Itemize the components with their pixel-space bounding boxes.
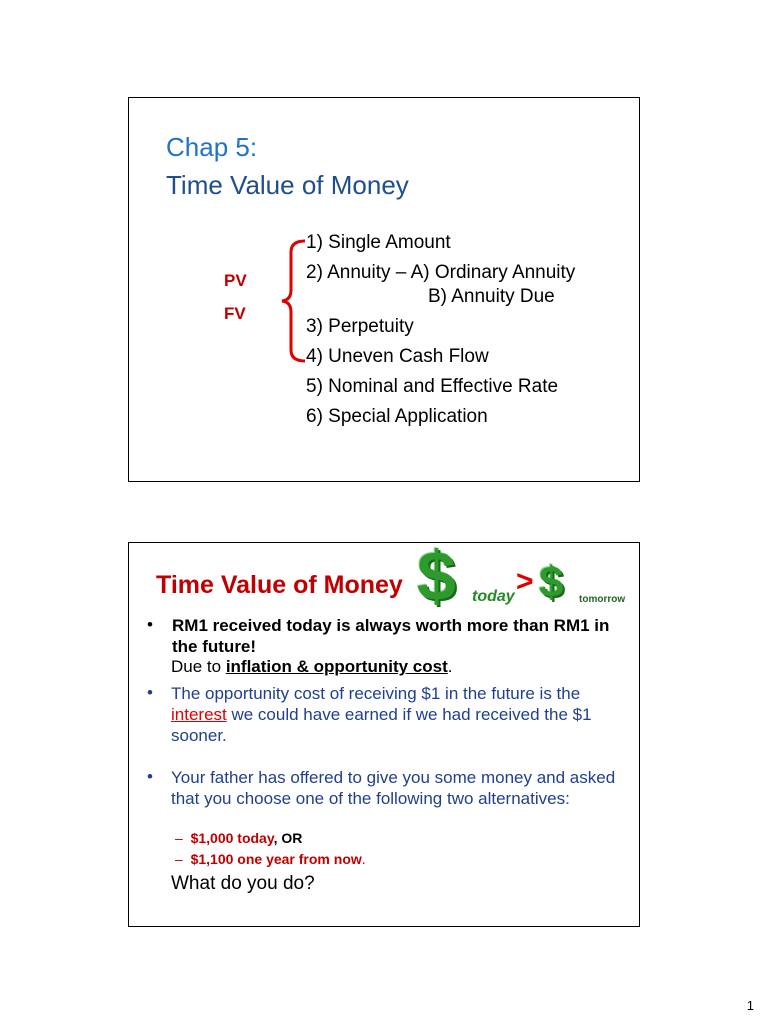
slide-2-title: Time Value of Money bbox=[156, 571, 403, 599]
bullet-icon: • bbox=[147, 683, 153, 702]
question-text: What do you do? bbox=[171, 873, 315, 894]
greater-than-sign: > bbox=[516, 565, 534, 598]
topic-item: 2) Annuity – A) Ordinary Annuity bbox=[306, 262, 576, 283]
opp-text-b: we could have earned if we had received the $1 sooner. bbox=[171, 705, 592, 745]
bullet-icon: • bbox=[147, 615, 153, 634]
opp-text-a: The opportunity cost of receiving $1 in the future is the bbox=[171, 684, 581, 703]
tomorrow-label: tomorrow bbox=[579, 594, 626, 605]
slide-2 bbox=[128, 537, 640, 927]
topic-item: 5) Nominal and Effective Rate bbox=[306, 376, 559, 397]
topic-item: 3) Perpetuity bbox=[306, 316, 414, 337]
interest-term: interest bbox=[171, 705, 227, 724]
today-label: today bbox=[472, 588, 515, 605]
option-2-suffix: . bbox=[361, 851, 366, 867]
topic-sub-item: B) Annuity Due bbox=[428, 286, 555, 307]
opportunity-cost-text bbox=[171, 683, 631, 746]
fv-label: FV bbox=[224, 304, 246, 323]
page-number: 1 bbox=[746, 998, 754, 1013]
bullet-icon: • bbox=[147, 767, 153, 786]
option-item: – $1,000 today, OR bbox=[175, 830, 303, 846]
due-to-line bbox=[171, 656, 452, 677]
due-bold: inflation & opportunity cost bbox=[225, 657, 448, 676]
slide-1 bbox=[128, 97, 640, 482]
curly-brace-icon bbox=[279, 238, 309, 364]
slide-1-title: Time Value of Money bbox=[166, 170, 409, 200]
option-1-suffix: , OR bbox=[273, 830, 303, 846]
option-1: $1,000 today bbox=[190, 830, 274, 846]
due-suffix: . bbox=[447, 657, 453, 676]
topic-item: 6) Special Application bbox=[306, 406, 488, 427]
dollar-icon: $ bbox=[539, 558, 564, 607]
topic-item: 1) Single Amount bbox=[306, 232, 451, 253]
option-2: $1,100 one year from now bbox=[190, 851, 362, 867]
topic-item: 4) Uneven Cash Flow bbox=[306, 346, 489, 367]
father-offer-text: Your father has offered to give you some money and asked that you choose one of the following two alternatives: bbox=[171, 768, 616, 808]
chapter-label: Chap 5: bbox=[166, 132, 258, 162]
option-item: – $1,100 one year from now. bbox=[175, 851, 366, 867]
pv-label: PV bbox=[224, 271, 247, 290]
due-prefix: Due to bbox=[171, 657, 226, 676]
bullet-text: RM1 received today is always worth more than RM1 in the future! bbox=[172, 616, 610, 656]
dollar-icon: $ bbox=[417, 537, 456, 615]
